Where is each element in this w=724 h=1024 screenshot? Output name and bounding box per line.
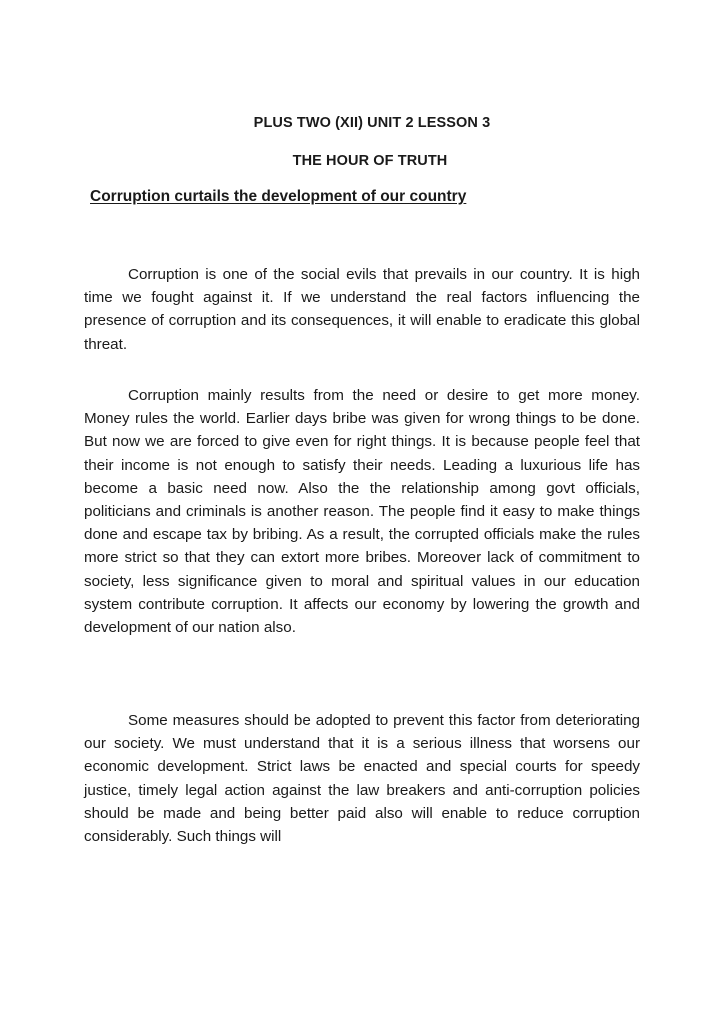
paragraph-1: Corruption is one of the social evils that prevails in our country. It is high time we fought against it. If we understand the real factors influencing the presence of corruption and its consequences, it will enable to eradicate this global threat. — [84, 266, 640, 353]
paragraph-2: Corruption mainly results from the need or desire to get more money. Money rules the world. Earlier days bribe was given for wrong things to be done. But now we are forced to give even for right things. It is because people feel that their income is not enough to satisfy their needs. Leading a luxurious life has become a basic need now. Also the the relationship among govt officials, politicians and criminals is another reason. The people find it easy to make things done and escape tax by bribing. As a result, the corrupted officials make the rules more strict so that they can extort more bribes. Moreover lack of commitment to society, less significance given to moral and spiritual values in our education system contribute corruption. It affects our economy by lowering the growth and development of our nation also. — [84, 387, 640, 637]
lesson-heading: PLUS TWO (XII) UNIT 2 LESSON 3 — [253, 115, 491, 131]
lesson-title: THE HOUR OF TRUTH — [292, 153, 448, 169]
paragraph-3: Some measures should be adopted to prevent this factor from deteriorating our society. We must understand that it is a serious illness that worsens our economic development. Strict laws be enacted and special courts for speedy justice, timely legal action against the law breakers and anti-corruption policies should be made and being better paid also will enable to reduce corruption considerably. Such things will — [84, 712, 640, 846]
essay-subheading: Corruption curtails the development of our country — [90, 188, 467, 205]
